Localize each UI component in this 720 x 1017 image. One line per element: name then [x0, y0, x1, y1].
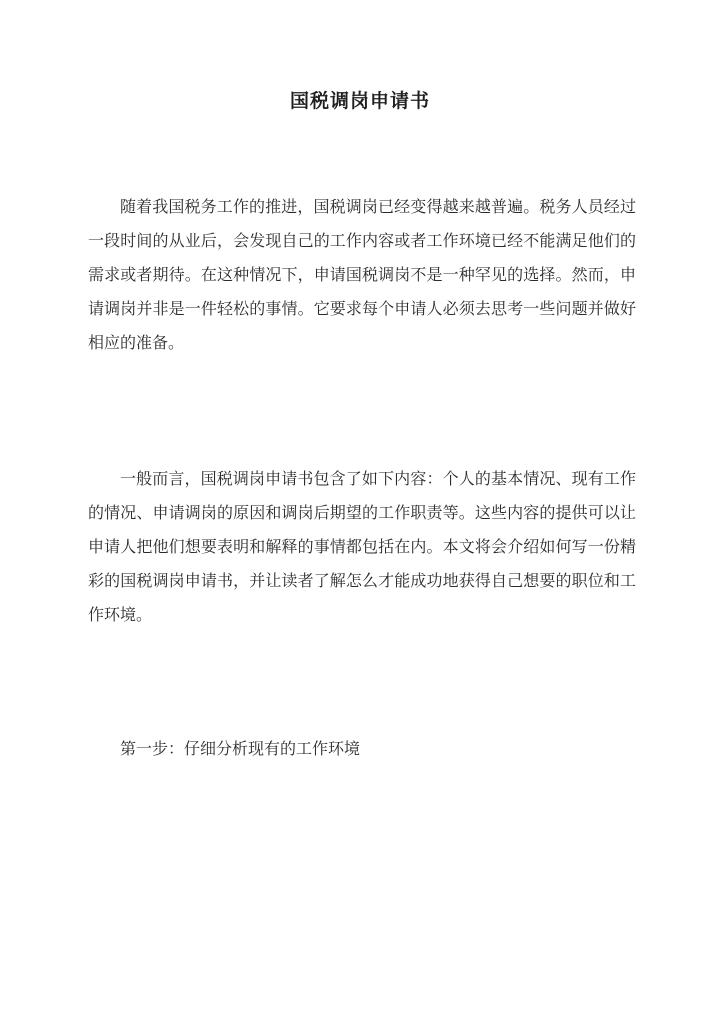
- paragraph-intro: 随着我国税务工作的推进，国税调岗已经变得越来越普遍。税务人员经过一段时间的从业后，会发现自己的工作内容或者工作环境已经不能满足他们的需求或者期待。在这种情况下，申请国税调岗不是一种罕见的选择。然而，申请调岗并非是一件轻松的事情。它要求每个申请人必须去思考一些问题并做好相应的准备。: [88, 197, 636, 352]
- step-one-heading: 第一步：仔细分析现有的工作环境: [120, 739, 361, 758]
- document-title: 国税调岗申请书: [289, 90, 430, 112]
- paragraph-contents: 一般而言，国税调岗申请书包含了如下内容：个人的基本情况、现有工作的情况、申请调岗的原因和调岗后期望的工作职责等。这些内容的提供可以让申请人把他们想要表明和解释的事情都包括在内。本文将会介绍如何写一份精彩的国税调岗申请书，并让读者了解怎么才能成功地获得自己想要的职位和工作环境。: [88, 469, 636, 624]
